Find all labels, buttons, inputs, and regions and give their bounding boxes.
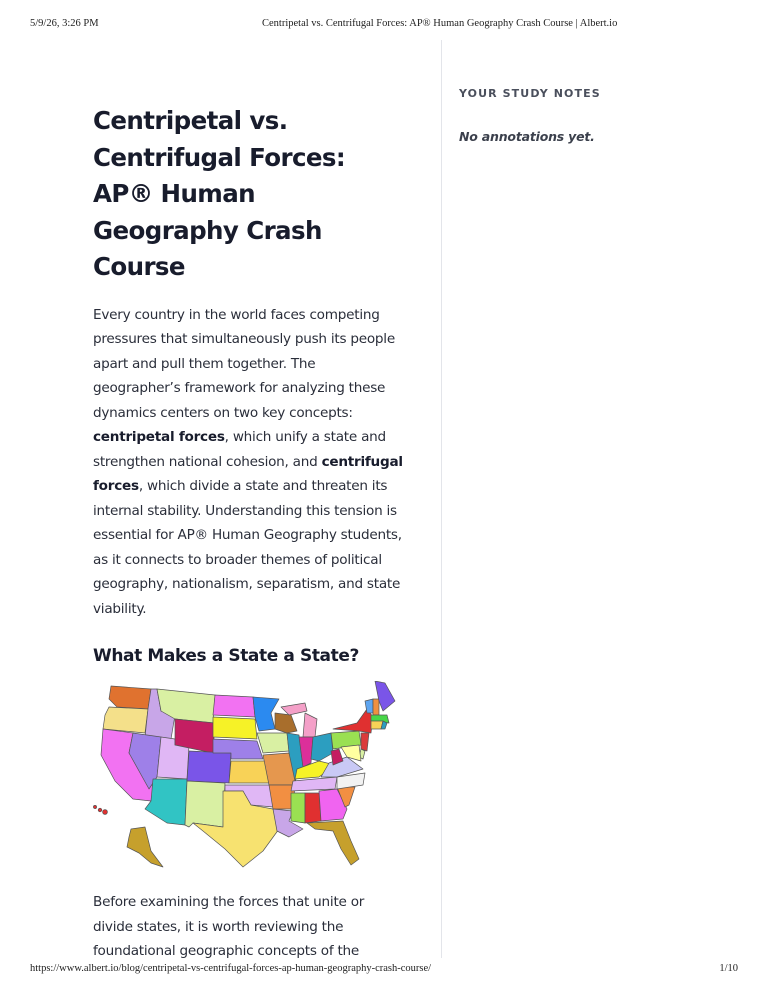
print-url: https://www.albert.io/blog/centripetal-vs-centrifugal-forces-ap-human-geography-crash-course/ — [30, 963, 432, 974]
state-florida — [307, 821, 359, 865]
state-wisconsin — [275, 713, 297, 733]
state-washington — [109, 686, 151, 709]
state-new-mexico — [185, 781, 225, 827]
article — [93, 103, 403, 964]
lead-text-2: , which unify a state and strengthen national cohesion, and — [93, 429, 386, 470]
state-alaska — [127, 827, 163, 867]
section-heading: What Makes a State a State? — [93, 646, 359, 666]
state-ohio — [311, 733, 333, 761]
us-map-svg — [93, 681, 398, 876]
lead-text-1: Every country in the world faces competing pressures that simultaneously push its people apart and pull them together. The geographer’s framework for analyzing these dynamics centers on two key concepts: — [93, 306, 395, 421]
us-states-map — [93, 681, 398, 876]
state-mississippi — [291, 793, 305, 823]
page-number: 1/10 — [719, 963, 738, 974]
term-centrifugal: centrifugal forces — [93, 453, 403, 494]
lead-paragraph — [93, 303, 403, 622]
state-hawaii-2 — [98, 808, 102, 812]
state-north-dakota — [213, 695, 255, 717]
term-centripetal: centripetal forces — [93, 429, 225, 445]
state-colorado — [187, 751, 231, 783]
state-hawaii-3 — [103, 810, 108, 815]
state-south-dakota — [213, 717, 257, 739]
page-title: Centripetal vs. Centrifugal Forces: AP® Human Geography Crash Course — [93, 106, 346, 281]
state-hawaii-1 — [93, 805, 96, 808]
no-annotations-message: No annotations yet. — [459, 129, 595, 144]
state-oregon — [103, 707, 148, 733]
lead-text-3: , which divide a state and threaten its internal stability. Understanding this tension is essential for AP® Human Geography students, as it connects to broader themes of political geography, nationalism, separatism, and state viability. — [93, 478, 402, 617]
state-new-jersey — [361, 733, 369, 751]
print-date: 5/9/26, 3:26 PM — [30, 18, 99, 29]
state-michigan-upper — [281, 703, 307, 715]
column-divider — [441, 40, 442, 958]
print-header — [30, 18, 738, 32]
study-notes-panel — [459, 87, 719, 144]
state-iowa — [257, 733, 289, 753]
state-michigan-lower — [303, 713, 317, 737]
print-page-title: Centripetal vs. Centrifugal Forces: AP® Human Geography Crash Course | Albert.io — [262, 18, 618, 29]
body-paragraph: Before examining the forces that unite or divide states, it is worth reviewing the foundational geographic concepts of the — [93, 894, 365, 959]
state-alabama — [305, 793, 321, 823]
study-notes-heading: YOUR STUDY NOTES — [459, 87, 601, 100]
state-kansas — [229, 761, 269, 783]
state-new-hampshire — [373, 699, 379, 715]
print-footer — [30, 963, 738, 977]
